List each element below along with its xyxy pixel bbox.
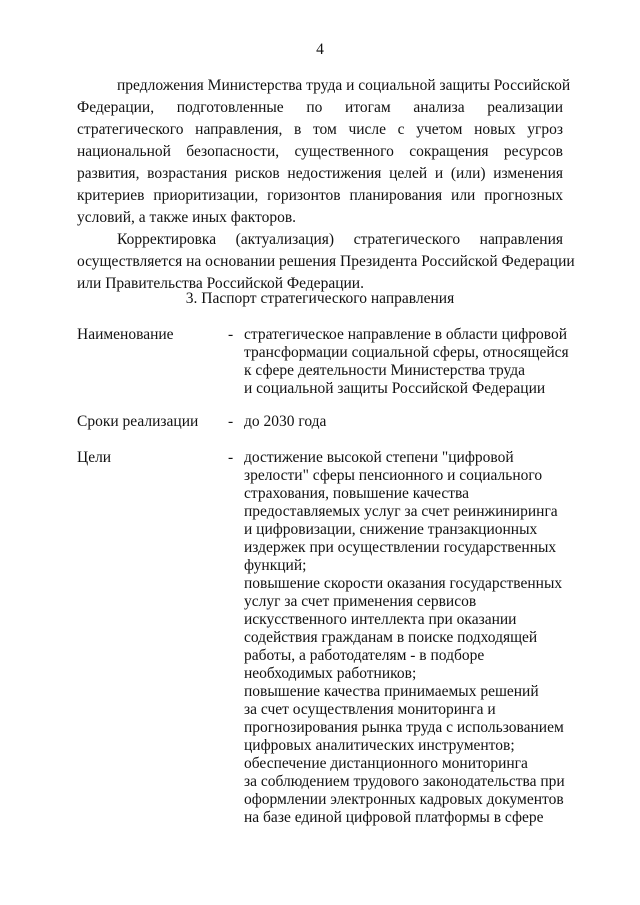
passport-value-line: повышение скорости оказания государственных <box>244 575 563 592</box>
section-heading: 3. Паспорт стратегического направления <box>185 290 455 307</box>
passport-value-line: трансформации социальной сферы, относящейся <box>244 344 569 361</box>
passport-value-line: повышение качества принимаемых решений <box>244 683 539 700</box>
passport-value-line: необходимых работников; <box>244 665 417 682</box>
passport-value-line: стратегическое направление в области цифровой <box>244 326 567 343</box>
passport-value-line: до 2030 года <box>244 413 327 430</box>
text-line: осуществляется на основании решения Президента Российской Федерации <box>77 253 575 270</box>
passport-value-line: функций; <box>244 557 307 574</box>
passport-dash: - <box>228 449 234 466</box>
text-line: или Правительства Российской Федерации. <box>77 275 364 292</box>
page-number: 4 <box>316 41 324 58</box>
passport-value-line: к сфере деятельности Министерства труда <box>244 362 526 379</box>
passport-value-line: зрелости" сферы пенсионного и социального <box>244 467 543 484</box>
passport-label-name: Наименование <box>77 326 174 343</box>
passport-value-line: предоставляемых услуг за счет реинжиниринга <box>244 503 558 520</box>
passport-value-line: содействия гражданам в поиске подходящей <box>244 629 538 646</box>
text-line: стратегического направления, в том числе с учетом новых угроз <box>77 121 563 138</box>
passport-value-line: искусственного интеллекта при оказании <box>244 611 517 628</box>
passport-value-line: страхования, повышение качества <box>244 485 470 502</box>
passport-label-term: Сроки реализации <box>77 413 199 430</box>
passport-value-line: оформлении электронных кадровых документов <box>244 791 564 808</box>
passport-value-line: прогнозирования рынка труда с использованием <box>244 719 564 736</box>
passport-value-line: издержек при осуществлении государственных <box>244 539 557 556</box>
text-line: Федерации, подготовленные по итогам анализа реализации <box>77 99 563 116</box>
text-line: национальной безопасности, существенного сокращения ресурсов <box>77 143 563 160</box>
text-line: развития, возрастания рисков недостижения целей и (или) изменения <box>77 165 563 182</box>
passport-value-line: услуг за счет применения сервисов <box>244 593 477 610</box>
passport-value-line: и цифровизации, снижение транзакционных <box>244 521 538 538</box>
passport-dash: - <box>228 413 234 430</box>
passport-value-line: достижение высокой степени "цифровой <box>244 449 514 466</box>
text-line: условий, а также иных факторов. <box>77 209 297 226</box>
passport-value-line: за соблюдением трудового законодательства при <box>244 773 565 790</box>
passport-value-line: за счет осуществления мониторинга и <box>244 701 496 718</box>
passport-value-line: работы, а работодателям - в подборе <box>244 647 485 664</box>
passport-value-line: обеспечение дистанционного мониторинга <box>244 755 528 772</box>
passport-value-line: и социальной защиты Российской Федерации <box>244 380 546 397</box>
passport-label-goals: Цели <box>77 449 112 466</box>
text-line: критериев приоритизации, горизонтов планирования или прогнозных <box>77 187 563 204</box>
text-line: предложения Министерства труда и социальной защиты Российской <box>117 77 571 94</box>
text-line: Корректировка (актуализация) стратегического направления <box>117 231 563 248</box>
passport-dash: - <box>228 326 234 343</box>
passport-value-line: цифровых аналитических инструментов; <box>244 737 515 754</box>
passport-value-line: на базе единой цифровой платформы в сфере <box>244 809 544 826</box>
